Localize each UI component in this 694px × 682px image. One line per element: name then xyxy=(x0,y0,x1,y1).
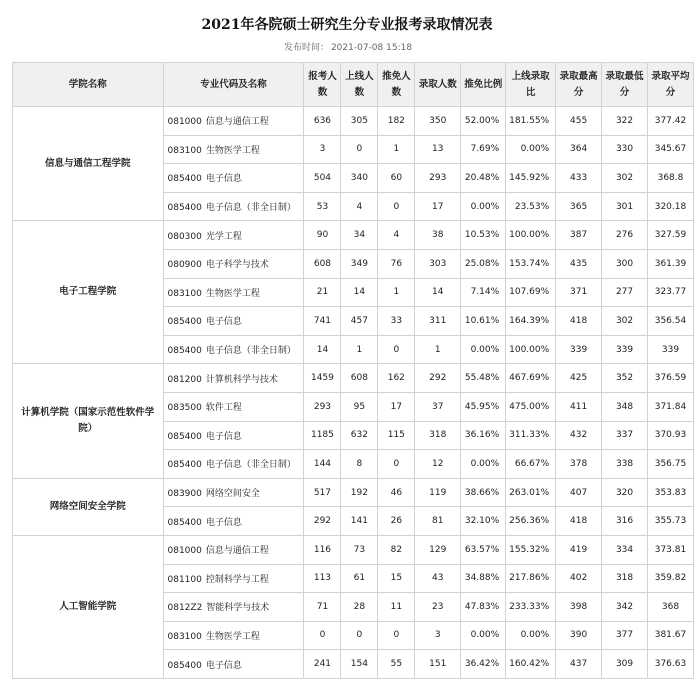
cell-rec-ratio: 25.08% xyxy=(461,249,506,278)
cell-admitted: 129 xyxy=(415,535,461,564)
cell-avg-score: 327.59 xyxy=(647,221,693,250)
cell-applicants: 14 xyxy=(304,335,341,364)
cell-min-score: 277 xyxy=(602,278,648,307)
cell-rec-ratio: 47.83% xyxy=(461,593,506,622)
major-name: 电子信息 xyxy=(205,431,242,442)
major-code: 081000 xyxy=(167,546,202,557)
major-code: 085400 xyxy=(167,517,202,528)
major-name: 控制科学与工程 xyxy=(205,574,269,585)
cell-applicants: 116 xyxy=(304,535,341,564)
cell-admitted: 23 xyxy=(415,593,461,622)
cell-recommended: 11 xyxy=(378,593,415,622)
cell-max-score: 418 xyxy=(556,507,602,536)
table-header-row xyxy=(13,63,694,107)
cell-major xyxy=(163,478,304,507)
cell-major xyxy=(163,107,304,136)
header-online: 上线人数 xyxy=(341,63,378,107)
cell-online-ratio: 160.42% xyxy=(506,650,556,679)
cell-major xyxy=(163,593,304,622)
cell-avg-score: 371.84 xyxy=(647,392,693,421)
major-code: 083100 xyxy=(167,631,202,642)
cell-recommended: 0 xyxy=(378,621,415,650)
cell-applicants: 1459 xyxy=(304,364,341,393)
cell-online: 349 xyxy=(341,249,378,278)
cell-max-score: 411 xyxy=(556,392,602,421)
cell-applicants: 113 xyxy=(304,564,341,593)
cell-max-score: 407 xyxy=(556,478,602,507)
cell-online-ratio: 217.86% xyxy=(506,564,556,593)
cell-applicants: 293 xyxy=(304,392,341,421)
cell-major xyxy=(163,335,304,364)
cell-avg-score: 361.39 xyxy=(647,249,693,278)
publish-time-value: 2021-07-08 15:18 xyxy=(330,43,413,53)
major-code: 080300 xyxy=(167,231,202,242)
publish-time xyxy=(0,40,694,53)
table-row xyxy=(13,364,694,393)
cell-avg-score: 359.82 xyxy=(647,564,693,593)
cell-max-score: 390 xyxy=(556,621,602,650)
cell-admitted: 38 xyxy=(415,221,461,250)
cell-max-score: 371 xyxy=(556,278,602,307)
cell-major xyxy=(163,278,304,307)
cell-avg-score: 356.54 xyxy=(647,307,693,336)
cell-recommended: 1 xyxy=(378,278,415,307)
cell-avg-score: 323.77 xyxy=(647,278,693,307)
cell-min-score: 337 xyxy=(602,421,648,450)
cell-recommended: 26 xyxy=(378,507,415,536)
major-name: 电子信息（非全日制） xyxy=(205,346,296,357)
table-body xyxy=(13,107,694,679)
cell-max-score: 387 xyxy=(556,221,602,250)
college-name: 电子工程学院 xyxy=(13,221,164,364)
table-row xyxy=(13,221,694,250)
cell-major xyxy=(163,564,304,593)
cell-online: 0 xyxy=(341,135,378,164)
cell-rec-ratio: 10.53% xyxy=(461,221,506,250)
cell-avg-score: 370.93 xyxy=(647,421,693,450)
cell-major xyxy=(163,164,304,193)
cell-rec-ratio: 38.66% xyxy=(461,478,506,507)
cell-online-ratio: 153.74% xyxy=(506,249,556,278)
major-code: 085400 xyxy=(167,660,202,671)
cell-online: 8 xyxy=(341,450,378,479)
major-name: 生物医学工程 xyxy=(205,145,260,156)
cell-min-score: 301 xyxy=(602,192,648,221)
cell-recommended: 60 xyxy=(378,164,415,193)
cell-max-score: 339 xyxy=(556,335,602,364)
admission-table xyxy=(12,62,694,679)
cell-admitted: 293 xyxy=(415,164,461,193)
page-title: 2021年各院硕士研究生分专业报考录取情况表 xyxy=(201,17,493,33)
cell-max-score: 418 xyxy=(556,307,602,336)
cell-avg-score: 320.18 xyxy=(647,192,693,221)
cell-rec-ratio: 7.69% xyxy=(461,135,506,164)
cell-max-score: 433 xyxy=(556,164,602,193)
cell-min-score: 316 xyxy=(602,507,648,536)
cell-avg-score: 368 xyxy=(647,593,693,622)
cell-online-ratio: 100.00% xyxy=(506,335,556,364)
major-name: 智能科学与技术 xyxy=(206,603,270,614)
cell-avg-score: 381.67 xyxy=(647,621,693,650)
cell-min-score: 377 xyxy=(602,621,648,650)
cell-online: 61 xyxy=(341,564,378,593)
cell-rec-ratio: 55.48% xyxy=(461,364,506,393)
cell-admitted: 119 xyxy=(415,478,461,507)
major-code: 080900 xyxy=(167,260,202,271)
cell-rec-ratio: 63.57% xyxy=(461,535,506,564)
major-name: 电子信息 xyxy=(205,517,242,528)
cell-recommended: 115 xyxy=(378,421,415,450)
major-code: 0812Z2 xyxy=(167,603,203,614)
cell-rec-ratio: 0.00% xyxy=(461,450,506,479)
cell-avg-score: 345.67 xyxy=(647,135,693,164)
cell-admitted: 350 xyxy=(415,107,461,136)
cell-recommended: 15 xyxy=(378,564,415,593)
college-name: 计算机学院（国家示范性软件学院） xyxy=(13,364,164,478)
cell-max-score: 365 xyxy=(556,192,602,221)
cell-avg-score: 339 xyxy=(647,335,693,364)
cell-recommended: 4 xyxy=(378,221,415,250)
cell-min-score: 330 xyxy=(602,135,648,164)
cell-max-score: 435 xyxy=(556,249,602,278)
cell-min-score: 322 xyxy=(602,107,648,136)
cell-online-ratio: 181.55% xyxy=(506,107,556,136)
cell-major xyxy=(163,135,304,164)
cell-recommended: 55 xyxy=(378,650,415,679)
header-applicants: 报考人数 xyxy=(304,63,341,107)
header-recommended: 推免人数 xyxy=(378,63,415,107)
cell-min-score: 339 xyxy=(602,335,648,364)
cell-online-ratio: 467.69% xyxy=(506,364,556,393)
cell-admitted: 13 xyxy=(415,135,461,164)
cell-admitted: 3 xyxy=(415,621,461,650)
cell-applicants: 741 xyxy=(304,307,341,336)
major-code: 085400 xyxy=(167,346,202,357)
cell-online: 34 xyxy=(341,221,378,250)
header-max-score: 录取最高分 xyxy=(556,63,602,107)
cell-admitted: 81 xyxy=(415,507,461,536)
cell-online-ratio: 256.36% xyxy=(506,507,556,536)
cell-avg-score: 355.73 xyxy=(647,507,693,536)
table-row xyxy=(13,535,694,564)
cell-admitted: 43 xyxy=(415,564,461,593)
cell-online: 73 xyxy=(341,535,378,564)
cell-admitted: 1 xyxy=(415,335,461,364)
cell-max-score: 432 xyxy=(556,421,602,450)
cell-online-ratio: 0.00% xyxy=(506,621,556,650)
header-major: 专业代码及名称 xyxy=(163,63,304,107)
major-name: 生物医学工程 xyxy=(205,288,260,299)
cell-online: 305 xyxy=(341,107,378,136)
cell-online-ratio: 311.33% xyxy=(506,421,556,450)
cell-online-ratio: 475.00% xyxy=(506,392,556,421)
major-name: 信息与通信工程 xyxy=(205,546,269,557)
cell-rec-ratio: 36.42% xyxy=(461,650,506,679)
cell-major xyxy=(163,535,304,564)
cell-major xyxy=(163,621,304,650)
major-code: 083100 xyxy=(167,288,202,299)
cell-admitted: 37 xyxy=(415,392,461,421)
cell-max-score: 402 xyxy=(556,564,602,593)
cell-min-score: 276 xyxy=(602,221,648,250)
cell-major xyxy=(163,364,304,393)
cell-admitted: 14 xyxy=(415,278,461,307)
cell-avg-score: 373.81 xyxy=(647,535,693,564)
cell-applicants: 636 xyxy=(304,107,341,136)
publish-time-label: 发布时间： xyxy=(283,43,329,53)
cell-rec-ratio: 52.00% xyxy=(461,107,506,136)
major-code: 085400 xyxy=(167,203,202,214)
college-name: 信息与通信工程学院 xyxy=(13,107,164,221)
cell-applicants: 21 xyxy=(304,278,341,307)
cell-rec-ratio: 32.10% xyxy=(461,507,506,536)
cell-rec-ratio: 34.88% xyxy=(461,564,506,593)
major-name: 生物医学工程 xyxy=(205,631,260,642)
cell-min-score: 309 xyxy=(602,650,648,679)
cell-admitted: 292 xyxy=(415,364,461,393)
cell-online: 1 xyxy=(341,335,378,364)
major-name: 网络空间安全 xyxy=(205,489,260,500)
cell-major xyxy=(163,650,304,679)
cell-admitted: 318 xyxy=(415,421,461,450)
college-name: 网络空间安全学院 xyxy=(13,478,164,535)
cell-min-score: 320 xyxy=(602,478,648,507)
cell-min-score: 300 xyxy=(602,249,648,278)
cell-rec-ratio: 20.48% xyxy=(461,164,506,193)
major-code: 085400 xyxy=(167,460,202,471)
cell-rec-ratio: 45.95% xyxy=(461,392,506,421)
cell-recommended: 0 xyxy=(378,450,415,479)
major-name: 电子信息（非全日制） xyxy=(205,460,296,471)
cell-applicants: 53 xyxy=(304,192,341,221)
cell-rec-ratio: 7.14% xyxy=(461,278,506,307)
cell-admitted: 151 xyxy=(415,650,461,679)
major-code: 083900 xyxy=(167,489,202,500)
cell-online-ratio: 23.53% xyxy=(506,192,556,221)
major-name: 计算机科学与技术 xyxy=(205,374,278,385)
cell-min-score: 302 xyxy=(602,164,648,193)
header-min-score: 录取最低分 xyxy=(602,63,648,107)
cell-avg-score: 376.63 xyxy=(647,650,693,679)
header-avg-score: 录取平均分 xyxy=(647,63,693,107)
cell-admitted: 12 xyxy=(415,450,461,479)
cell-online: 141 xyxy=(341,507,378,536)
college-name: 人工智能学院 xyxy=(13,535,164,678)
cell-max-score: 419 xyxy=(556,535,602,564)
cell-major xyxy=(163,221,304,250)
cell-applicants: 292 xyxy=(304,507,341,536)
cell-min-score: 338 xyxy=(602,450,648,479)
cell-admitted: 17 xyxy=(415,192,461,221)
cell-online-ratio: 0.00% xyxy=(506,135,556,164)
cell-avg-score: 376.59 xyxy=(647,364,693,393)
cell-major xyxy=(163,307,304,336)
cell-applicants: 3 xyxy=(304,135,341,164)
major-code: 081000 xyxy=(167,117,202,128)
cell-online: 632 xyxy=(341,421,378,450)
cell-max-score: 378 xyxy=(556,450,602,479)
cell-applicants: 504 xyxy=(304,164,341,193)
cell-recommended: 0 xyxy=(378,192,415,221)
major-code: 085400 xyxy=(167,431,202,442)
cell-online: 608 xyxy=(341,364,378,393)
major-code: 081100 xyxy=(167,574,202,585)
major-name: 软件工程 xyxy=(205,403,242,414)
cell-rec-ratio: 0.00% xyxy=(461,192,506,221)
cell-online-ratio: 145.92% xyxy=(506,164,556,193)
cell-recommended: 82 xyxy=(378,535,415,564)
cell-online-ratio: 107.69% xyxy=(506,278,556,307)
cell-rec-ratio: 0.00% xyxy=(461,621,506,650)
cell-recommended: 0 xyxy=(378,335,415,364)
cell-min-score: 348 xyxy=(602,392,648,421)
major-name: 电子科学与技术 xyxy=(205,260,269,271)
cell-major xyxy=(163,192,304,221)
cell-rec-ratio: 10.61% xyxy=(461,307,506,336)
major-name: 电子信息 xyxy=(205,660,242,671)
major-code: 085400 xyxy=(167,317,202,328)
major-name: 电子信息（非全日制） xyxy=(205,203,296,214)
cell-max-score: 398 xyxy=(556,593,602,622)
cell-avg-score: 368.8 xyxy=(647,164,693,193)
cell-recommended: 162 xyxy=(378,364,415,393)
cell-major xyxy=(163,249,304,278)
cell-applicants: 241 xyxy=(304,650,341,679)
cell-max-score: 437 xyxy=(556,650,602,679)
cell-avg-score: 353.83 xyxy=(647,478,693,507)
cell-online: 4 xyxy=(341,192,378,221)
cell-applicants: 1185 xyxy=(304,421,341,450)
cell-recommended: 33 xyxy=(378,307,415,336)
cell-max-score: 364 xyxy=(556,135,602,164)
cell-admitted: 303 xyxy=(415,249,461,278)
cell-min-score: 334 xyxy=(602,535,648,564)
cell-recommended: 17 xyxy=(378,392,415,421)
cell-recommended: 182 xyxy=(378,107,415,136)
major-name: 信息与通信工程 xyxy=(205,117,269,128)
cell-recommended: 1 xyxy=(378,135,415,164)
cell-major xyxy=(163,450,304,479)
major-code: 085400 xyxy=(167,174,202,185)
header-admitted: 录取人数 xyxy=(415,63,461,107)
cell-major xyxy=(163,507,304,536)
cell-online: 28 xyxy=(341,593,378,622)
cell-major xyxy=(163,421,304,450)
cell-applicants: 71 xyxy=(304,593,341,622)
major-name: 光学工程 xyxy=(205,231,242,242)
cell-admitted: 311 xyxy=(415,307,461,336)
major-name: 电子信息 xyxy=(205,317,242,328)
cell-min-score: 302 xyxy=(602,307,648,336)
header-rec-ratio: 推免比例 xyxy=(461,63,506,107)
cell-applicants: 90 xyxy=(304,221,341,250)
cell-online-ratio: 164.39% xyxy=(506,307,556,336)
major-code: 081200 xyxy=(167,374,202,385)
cell-online: 192 xyxy=(341,478,378,507)
major-code: 083100 xyxy=(167,145,202,156)
cell-online-ratio: 66.67% xyxy=(506,450,556,479)
cell-online: 0 xyxy=(341,621,378,650)
cell-online: 340 xyxy=(341,164,378,193)
table-row xyxy=(13,478,694,507)
cell-applicants: 0 xyxy=(304,621,341,650)
cell-min-score: 352 xyxy=(602,364,648,393)
cell-online-ratio: 233.33% xyxy=(506,593,556,622)
cell-online-ratio: 155.32% xyxy=(506,535,556,564)
cell-online: 457 xyxy=(341,307,378,336)
table-row xyxy=(13,107,694,136)
cell-avg-score: 356.75 xyxy=(647,450,693,479)
cell-min-score: 342 xyxy=(602,593,648,622)
cell-min-score: 318 xyxy=(602,564,648,593)
cell-max-score: 455 xyxy=(556,107,602,136)
cell-rec-ratio: 36.16% xyxy=(461,421,506,450)
major-name: 电子信息 xyxy=(205,174,242,185)
header-college: 学院名称 xyxy=(13,63,164,107)
cell-applicants: 144 xyxy=(304,450,341,479)
cell-applicants: 608 xyxy=(304,249,341,278)
major-code: 083500 xyxy=(167,403,202,414)
cell-avg-score: 377.42 xyxy=(647,107,693,136)
cell-online: 154 xyxy=(341,650,378,679)
cell-recommended: 76 xyxy=(378,249,415,278)
header-online-ratio: 上线录取比 xyxy=(506,63,556,107)
cell-online-ratio: 263.01% xyxy=(506,478,556,507)
cell-max-score: 425 xyxy=(556,364,602,393)
cell-major xyxy=(163,392,304,421)
cell-online: 14 xyxy=(341,278,378,307)
cell-online-ratio: 100.00% xyxy=(506,221,556,250)
cell-recommended: 46 xyxy=(378,478,415,507)
cell-online: 95 xyxy=(341,392,378,421)
cell-rec-ratio: 0.00% xyxy=(461,335,506,364)
cell-applicants: 517 xyxy=(304,478,341,507)
